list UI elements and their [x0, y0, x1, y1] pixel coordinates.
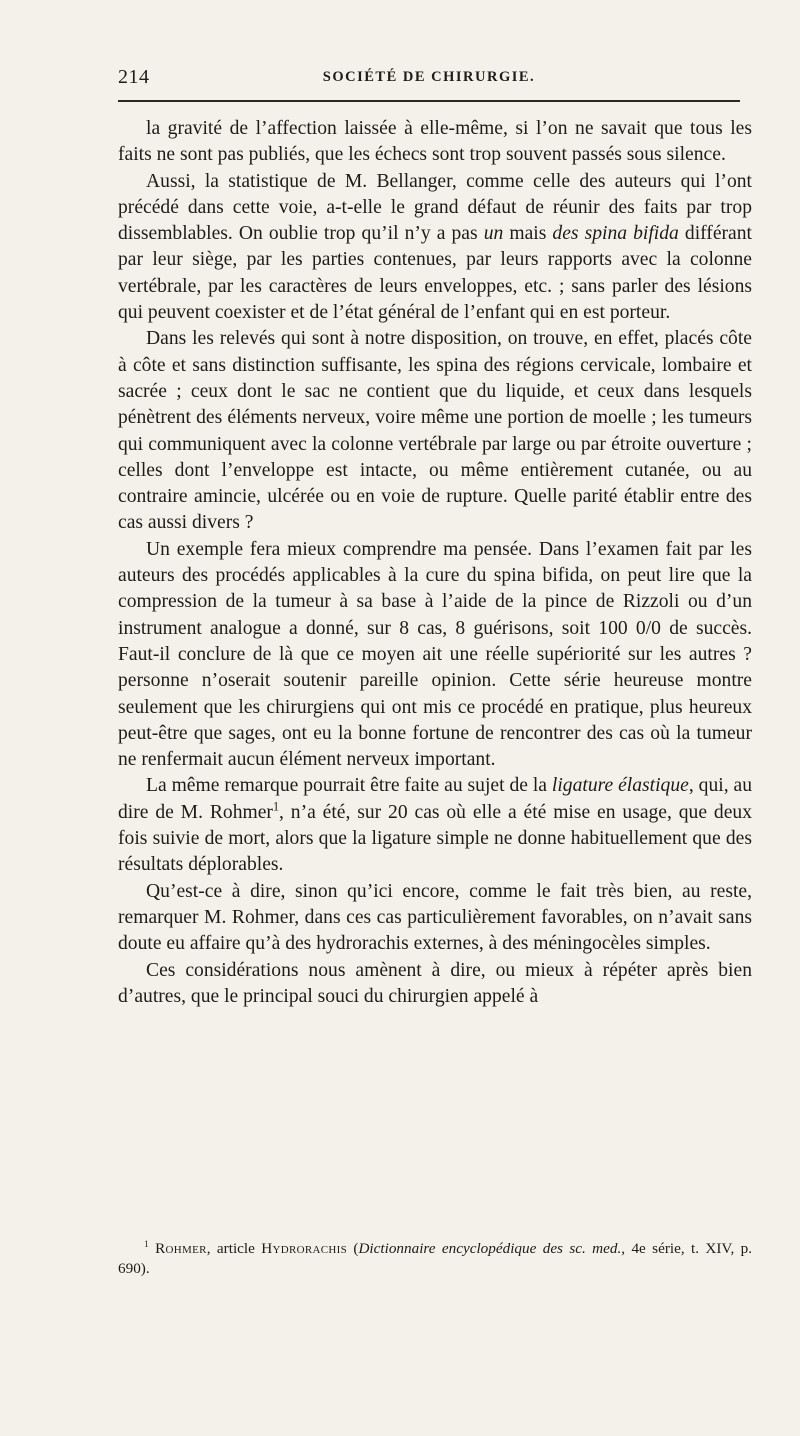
- text-run: Aussi, la statistique de M. Bellanger, comme celle des auteurs qui l’ont précédé dans cette voie, a-t-elle le grand défaut de réunir des faits par trop dissemblables. On oublie trop qu’il n’y a pas: [118, 170, 752, 245]
- italic-text: des spina bifida: [552, 223, 679, 245]
- text-run: Un exemple fera mieux comprendre ma pensée. Dans l’examen fait par les auteurs des procédés applicables à la cure du spina bifida, on peut lire que la compression de la tumeur à sa base à l’aide de la pince de Rizzoli ou d’un instrument analogue a donné, sur 8 cas, 8 guérisons, soit 100 0/0 de succès. Faut-il conclure de là que ce moyen ait une réelle supériorité sur les autres ? personne n’oserait soutenir pareille opinion. Cette série heureuse montre seulement que les chirurgiens qui ont mis ce procédé en pratique, plus heureux peut-être que sages, ont eu la bonne fortune de rencontrer des cas où la tumeur ne renfermait aucun élément nerveux important.: [118, 538, 752, 771]
- text-run: La même remarque pourrait être faite au sujet de la: [146, 775, 552, 797]
- paragraph: [118, 537, 752, 774]
- paragraph: [118, 958, 752, 1011]
- text-run: Dans les relevés qui sont à notre disposition, on trouve, en effet, placés côte à côte et sans distinction suffisante, les spina des régions cervicale, lombaire et sacrée ; ceux dont le sac ne contient que du liquide, et ceux dans lesquels pénètrent des éléments nerveux, voire même une portion de moelle ; les tumeurs qui communiquent avec la colonne vertébrale par large ou par étroite ouverture ; celles dont l’enveloppe est intacte, ou même entièrement cutanée, ou au contraire amincie, ulcérée ou en voie de rupture. Quelle parité établir entre des cas aussi divers ?: [118, 328, 752, 534]
- text-run: différant par leur siège, par les parties contenues, par leurs rapports avec la colonne vertébrale, par les caractères de leurs enveloppes, etc. ; sans parler des lésions qui peuvent coexister et de l’état général de l’enfant qui en est porteur.: [118, 223, 752, 324]
- text-run: , qui, au dire de M. Rohmer: [118, 775, 752, 823]
- small-caps-text: Rohmer: [155, 1240, 207, 1257]
- page-number: 214: [118, 66, 150, 88]
- text-run: mais: [503, 223, 553, 245]
- italic-text: Dictionnaire encyclopédique des sc. med.: [358, 1240, 622, 1257]
- footnote-marker: 1: [272, 799, 280, 814]
- footnote-marker: 1: [144, 1239, 149, 1250]
- body-text: [118, 116, 752, 1010]
- footnote: [118, 1239, 752, 1279]
- text-run: , article: [206, 1240, 262, 1257]
- text-run: la gravité de l’affection laissée à elle-même, si l’on ne savait que tous les faits ne sont pas publiés, que les échecs sont trop souvent passés sous silence.: [118, 118, 752, 166]
- text-run: (: [347, 1240, 359, 1257]
- paragraph: [118, 169, 752, 327]
- text-run: , 4e série, t. XIV, p. 690).: [118, 1240, 753, 1277]
- paragraph: [118, 773, 752, 878]
- text-run: Ces considérations nous amènent à dire, ou mieux à répéter après bien d’autres, que le principal souci du chirurgien appelé à: [118, 959, 752, 1007]
- italic-text: ligature élastique: [551, 775, 689, 797]
- paragraph: [118, 326, 752, 536]
- text-run: Qu’est-ce à dire, sinon qu’ici encore, comme le fait très bien, au reste, remarquer M. Rohmer, dans ces cas particulièrement favorables, on n’avait sans doute eu affaire qu’à des hydrorachis externes, à des méningocèles simples.: [118, 880, 752, 955]
- italic-text: un: [483, 223, 504, 245]
- header-rule: [118, 100, 740, 102]
- running-title: SOCIÉTÉ DE CHIRURGIE.: [322, 69, 536, 85]
- paragraph: [118, 116, 752, 169]
- footnote-text: [118, 1239, 752, 1279]
- text-run: , n’a été, sur 20 cas où elle a été mise en usage, que deux fois suivie de mort, alors que la ligature simple ne donne habituellement que des résultats déplorables.: [118, 801, 752, 876]
- page-header: [118, 64, 740, 94]
- paragraph: [118, 879, 752, 958]
- small-caps-text: Hydrorachis: [261, 1240, 348, 1257]
